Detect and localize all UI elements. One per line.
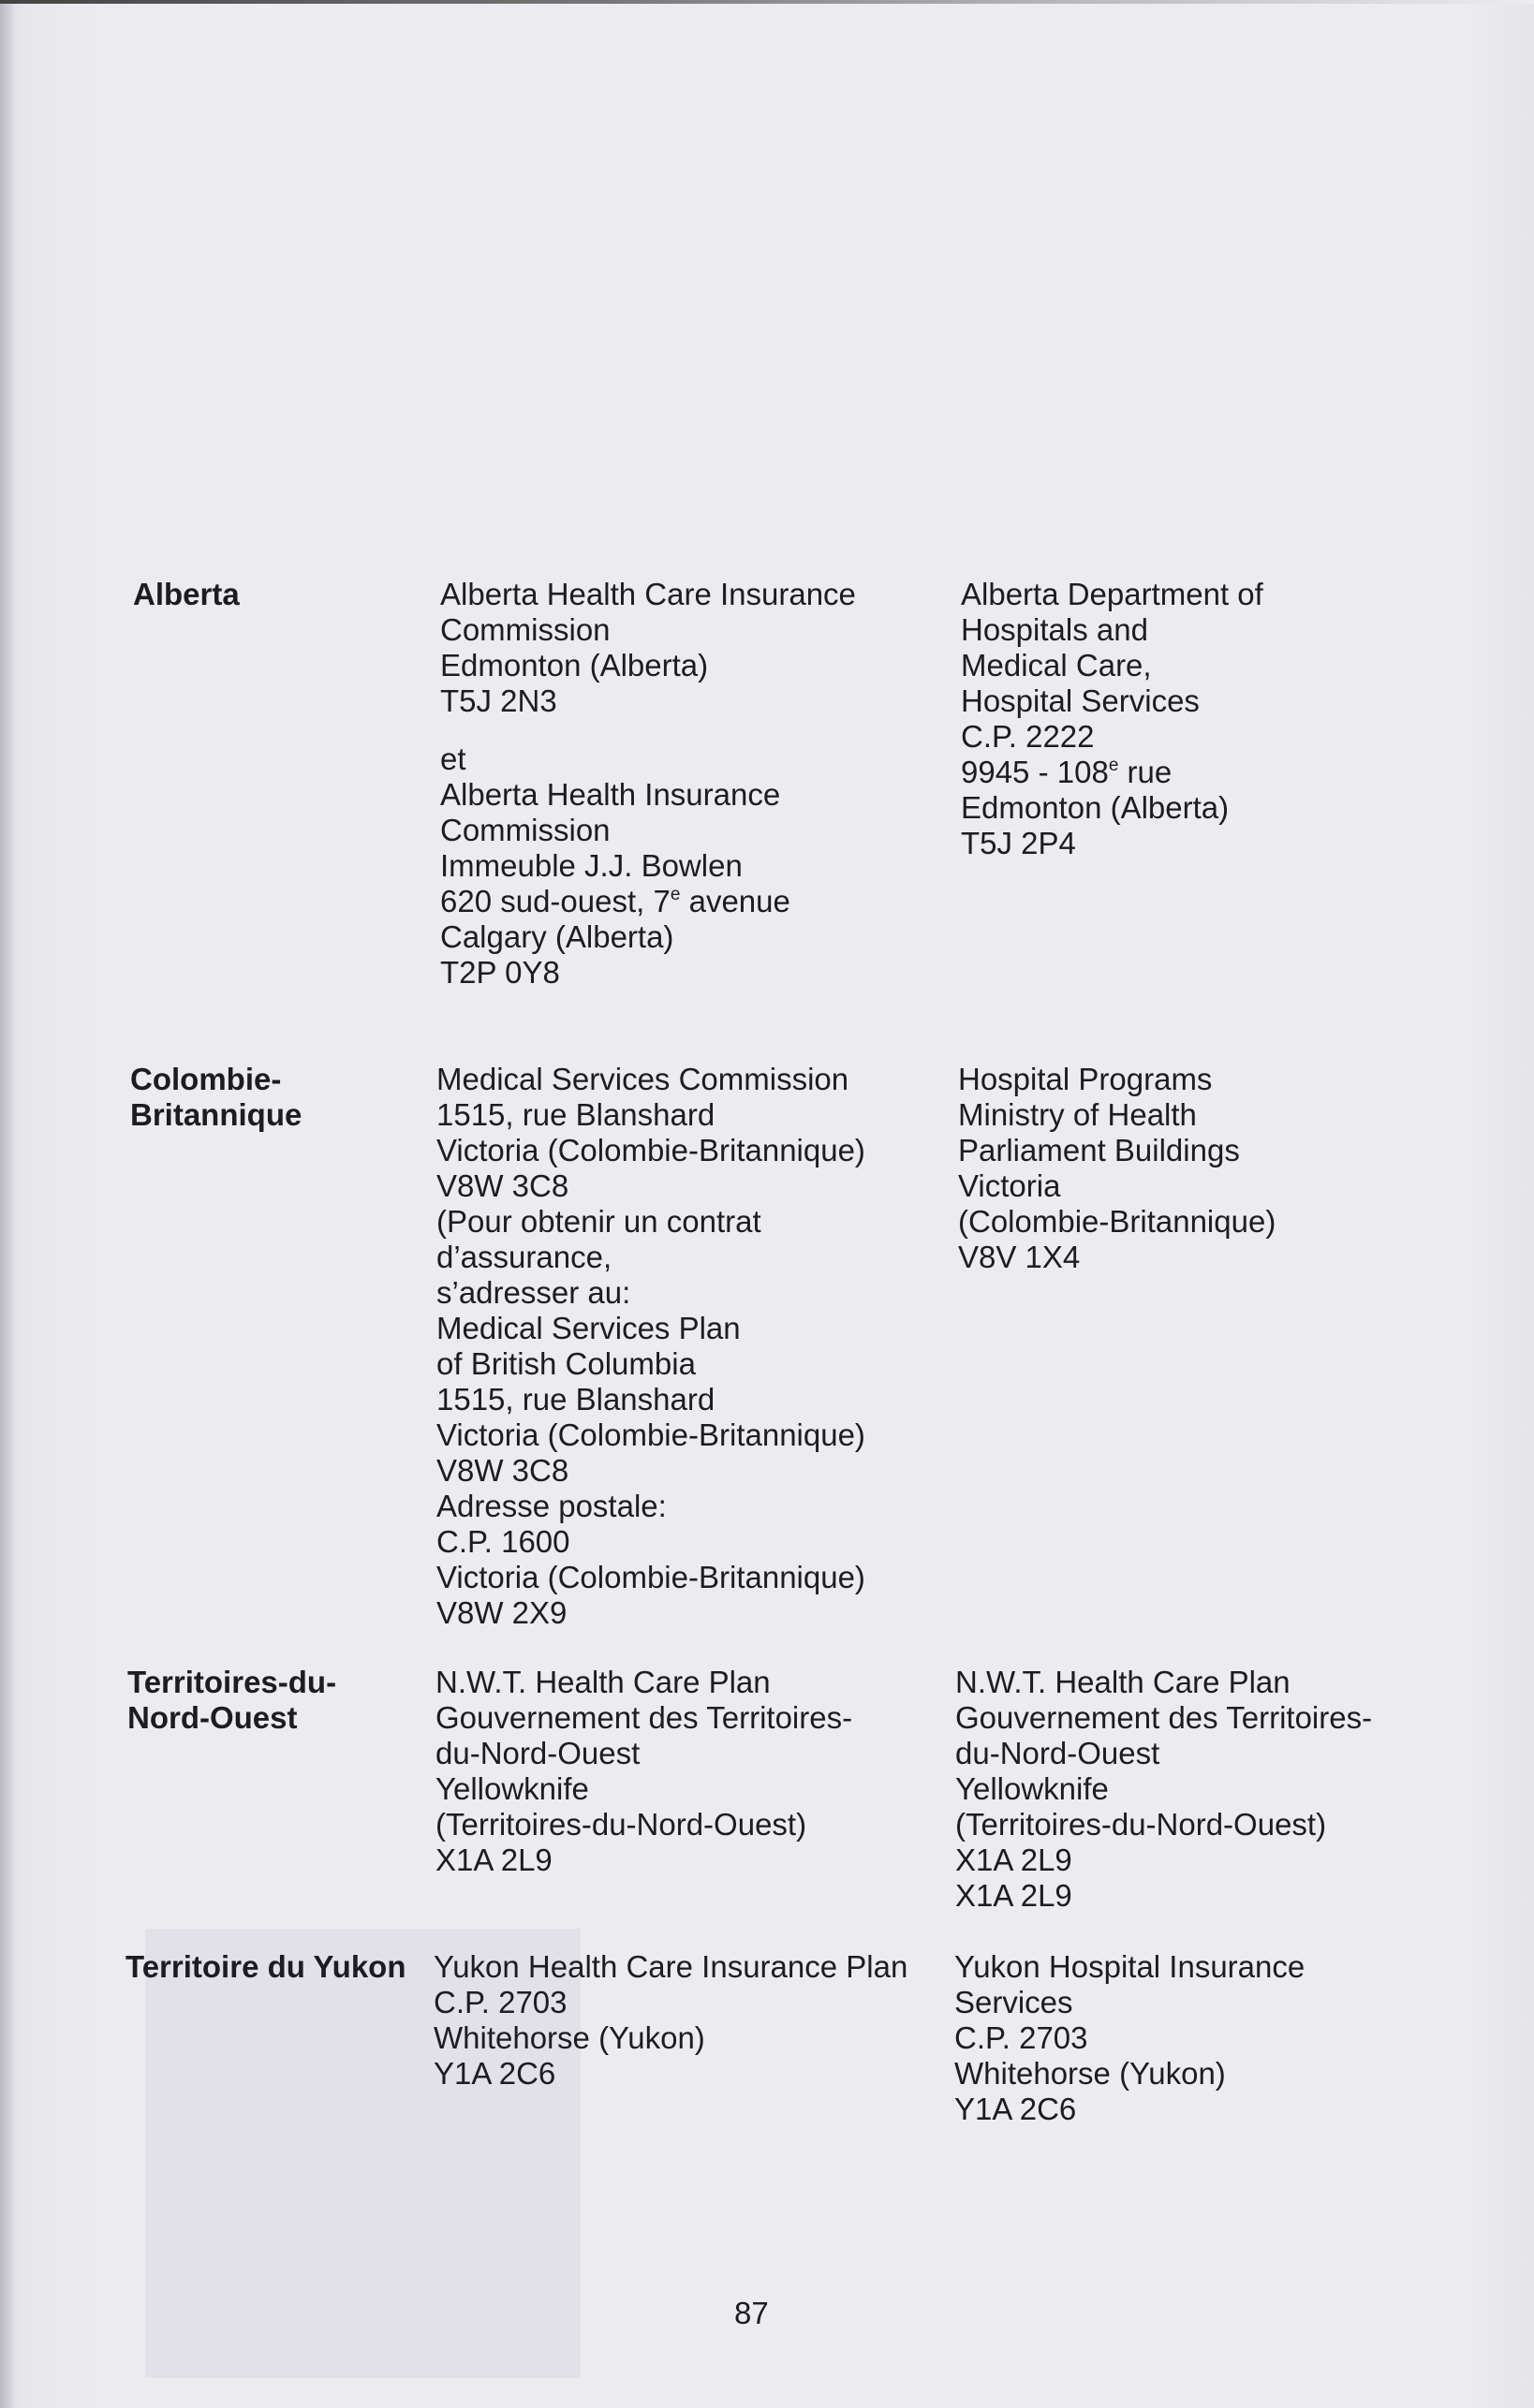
- address-line: Yellowknife: [955, 1771, 1109, 1806]
- address-line: C.P. 2222: [961, 719, 1095, 754]
- address-line: Parliament Buildings: [958, 1133, 1240, 1167]
- address-line: du-Nord-Ouest: [435, 1736, 641, 1770]
- address-line: du-Nord-Ouest: [955, 1736, 1160, 1770]
- address-line: of British Columbia: [436, 1346, 696, 1381]
- connector-word: et: [440, 741, 466, 776]
- address-line: Alberta Health Insurance: [440, 777, 781, 812]
- address-line: Gouvernement des Territoires-: [435, 1700, 853, 1735]
- address-line: Yukon Health Care Insurance Plan: [434, 1949, 908, 1984]
- ordinal-suffix: e: [1108, 756, 1119, 775]
- address-line: Ministry of Health: [958, 1097, 1197, 1132]
- address-line: T5J 2P4: [961, 826, 1076, 860]
- street-line: [961, 755, 1263, 790]
- address-line: Y1A 2C6: [434, 2056, 556, 2091]
- address-line: Commission: [440, 813, 611, 847]
- address-line: Immeuble J.J. Bowlen: [440, 848, 743, 883]
- address-line: Alberta Department of: [961, 577, 1263, 611]
- street-text: 9945 - 108: [961, 755, 1109, 789]
- province-name: Territoire du Yukon: [125, 1949, 406, 1984]
- hospital-insurance-address: [954, 1949, 1305, 2127]
- address-line: V8W 3C8: [436, 1453, 569, 1488]
- address-line: V8V 1X4: [958, 1240, 1081, 1274]
- hospital-insurance-address: [961, 577, 1263, 861]
- address-line: Medical Services Plan: [436, 1311, 741, 1345]
- address-line: Medical Services Commission: [436, 1062, 849, 1096]
- address-line: Services: [954, 1985, 1073, 2019]
- address-line: Gouvernement des Territoires-: [955, 1700, 1373, 1735]
- address-line: X1A 2L9: [435, 1843, 553, 1877]
- address-line: Alberta Health Care Insurance: [440, 577, 856, 611]
- address-line: N.W.T. Health Care Plan: [435, 1665, 771, 1699]
- address-line: X1A 2L9: [955, 1878, 1072, 1913]
- province-name: Territoires-du- Nord-Ouest: [127, 1665, 337, 1735]
- address-line: Adresse postale:: [436, 1489, 667, 1523]
- address-line: Hospital Services: [961, 683, 1200, 718]
- ordinal-suffix: e: [670, 885, 681, 904]
- address-line: Whitehorse (Yukon): [954, 2056, 1226, 2091]
- medical-insurance-address: [435, 1665, 852, 1878]
- street-text: 620 sud-ouest, 7: [440, 884, 671, 918]
- province-name: Alberta: [133, 577, 240, 611]
- street-text: rue: [1118, 755, 1173, 789]
- address-line: Victoria (Colombie-Britannique): [436, 1133, 865, 1167]
- address-line: 1515, rue Blanshard: [436, 1382, 715, 1417]
- address-line: Edmonton (Alberta): [961, 790, 1230, 825]
- address-line: Hospitals and: [961, 612, 1148, 647]
- address-line: Victoria (Colombie-Britannique): [436, 1417, 865, 1452]
- address-line: (Pour obtenir un contrat: [436, 1204, 761, 1239]
- address-line: Calgary (Alberta): [440, 919, 674, 954]
- address-line: V8W 3C8: [436, 1168, 569, 1203]
- address-line: Y1A 2C6: [954, 2092, 1077, 2126]
- address-line: C.P. 2703: [434, 1985, 568, 2019]
- address-line: V8W 2X9: [436, 1595, 568, 1630]
- hospital-insurance-address: [958, 1062, 1276, 1275]
- address-line: 1515, rue Blanshard: [436, 1097, 715, 1132]
- address-line: N.W.T. Health Care Plan: [955, 1665, 1291, 1699]
- address-line: (Territoires-du-Nord-Ouest): [955, 1807, 1327, 1842]
- address-line: Yukon Hospital Insurance: [954, 1949, 1305, 1984]
- address-line: Medical Care,: [961, 648, 1152, 683]
- address-line: (Colombie-Britannique): [958, 1204, 1276, 1239]
- address-line: Victoria (Colombie-Britannique): [436, 1560, 865, 1594]
- address-line: s’adresser au:: [436, 1275, 631, 1310]
- address-line: T2P 0Y8: [440, 955, 560, 990]
- address-line: Whitehorse (Yukon): [434, 2020, 705, 2055]
- hospital-insurance-address: [955, 1665, 1372, 1914]
- street-text: avenue: [680, 884, 790, 918]
- medical-insurance-address: [440, 577, 856, 991]
- address-line: Edmonton (Alberta): [440, 648, 709, 683]
- address-line: C.P. 2703: [954, 2020, 1088, 2055]
- page-number: 87: [734, 2296, 769, 2330]
- address-line: Hospital Programs: [958, 1062, 1213, 1096]
- page-gutter: [0, 0, 13, 2408]
- address-line: d’assurance,: [436, 1240, 612, 1274]
- address-line: Victoria: [958, 1168, 1061, 1203]
- medical-insurance-address: [436, 1062, 865, 1631]
- spacer: [440, 719, 856, 741]
- address-line: (Territoires-du-Nord-Ouest): [435, 1807, 807, 1842]
- address-line: Yellowknife: [435, 1771, 589, 1806]
- address-line: C.P. 1600: [436, 1524, 570, 1559]
- medical-insurance-address: [434, 1949, 907, 2092]
- province-name: Colombie- Britannique: [130, 1062, 302, 1132]
- page-top-edge: [0, 0, 1534, 4]
- address-line: X1A 2L9: [955, 1843, 1072, 1877]
- address-line: Commission: [440, 612, 611, 647]
- address-line: T5J 2N3: [440, 683, 557, 718]
- street-line: [440, 884, 856, 919]
